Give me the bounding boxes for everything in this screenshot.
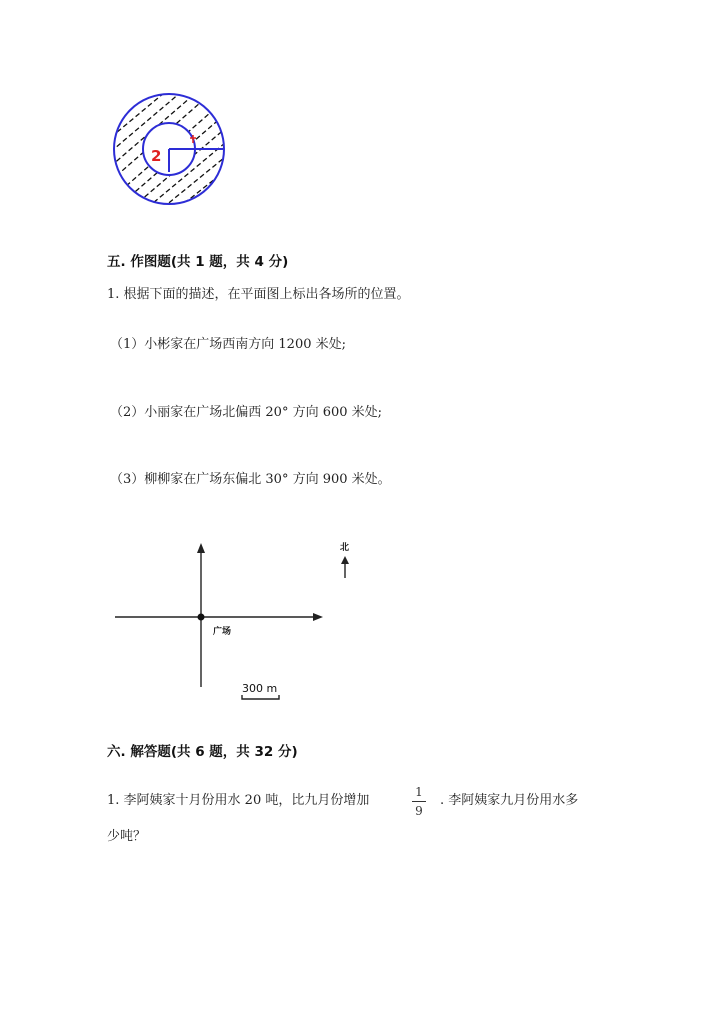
map-center-dot: [198, 614, 205, 621]
question-6-1-part1: 1. 李阿姨家十月份用水 20 吨，比九月份增加: [107, 793, 370, 808]
section-heading-6: 六. 解答题(共 6 题，共 32 分): [107, 744, 298, 760]
north-label: 北: [340, 543, 350, 553]
question-item-1: （1）小彬家在广场西南方向 1200 米处;: [110, 337, 346, 352]
fraction-bar: [412, 801, 426, 802]
map-figure: [105, 535, 365, 705]
section-heading-5: 五. 作图题(共 1 题，共 4 分): [107, 254, 289, 270]
question-item-2: （2）小丽家在广场北偏西 20° 方向 600 米处;: [110, 405, 383, 420]
radius-label: 2: [151, 147, 162, 165]
north-arrow-head: [341, 556, 349, 564]
fraction-numerator: 1: [415, 785, 423, 799]
question-5-1: 1. 根据下面的描述，在平面图上标出各场所的位置。: [107, 287, 410, 302]
map-vertical-arrow: [197, 543, 205, 553]
map-center-label: 广场: [213, 627, 232, 637]
question-6-1-part3: 少吨？: [107, 829, 147, 844]
question-item-3: （3）柳柳家在广场东偏北 30° 方向 900 米处。: [110, 472, 391, 487]
scale-label: 300 m: [242, 682, 278, 695]
question-6-1-part2: . 李阿姨家九月份用水多: [440, 793, 579, 808]
ring-figure: [108, 88, 233, 213]
fraction-denominator: 9: [415, 804, 423, 818]
fraction-one-ninth: [412, 785, 426, 818]
map-horizontal-arrow: [313, 613, 323, 621]
scale-bar: [242, 695, 279, 699]
